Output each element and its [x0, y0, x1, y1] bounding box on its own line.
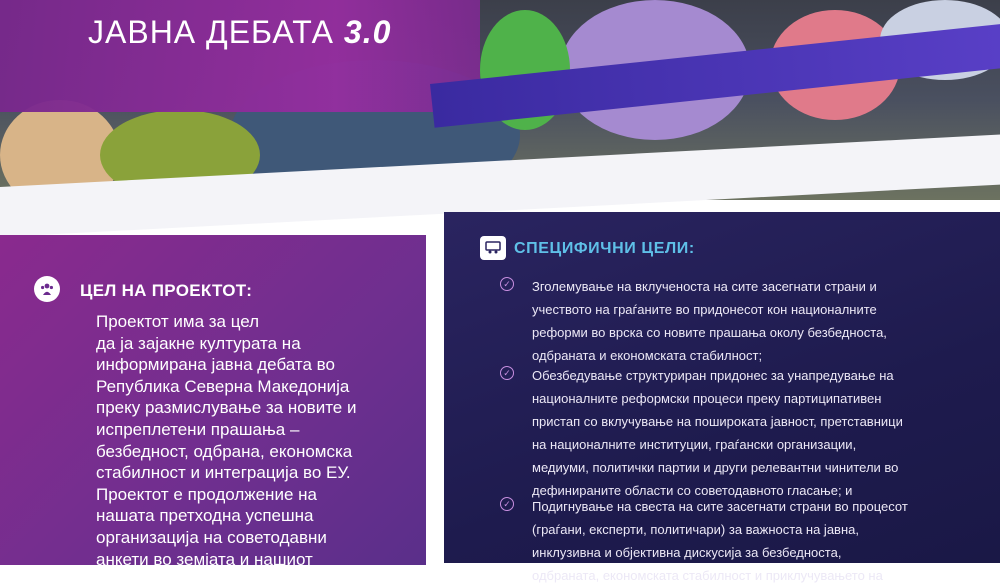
- project-goal-line: преку размислување за новите и: [96, 398, 357, 418]
- specific-goals-panel: [444, 212, 1000, 583]
- specific-goal-line: (граѓани, експерти, политичари) за важноста на јавна,: [532, 522, 859, 537]
- page-title: [88, 14, 391, 51]
- project-goal-panel: [0, 235, 426, 569]
- project-goal-line: безбедност, одбрана, економска: [96, 441, 353, 461]
- project-goal-line: Проектот е продолжение на: [96, 484, 317, 504]
- check-circle-icon: ✓: [500, 277, 514, 291]
- project-goal-line: информирана јавна дебата во: [96, 355, 335, 375]
- project-goal-heading: ЦЕЛ НА ПРОЕКТОТ:: [80, 281, 253, 300]
- specific-goal-line: одбраната и економската стабилност;: [532, 348, 763, 363]
- project-goal-line: испреплетени прашања –: [96, 419, 300, 439]
- specific-goal-line: дефинираните области со советодавното гласање; и: [532, 483, 853, 498]
- specific-goal-text: [532, 364, 903, 502]
- specific-goal-line: учеството на граѓаните во придонесот кон националните: [532, 302, 877, 317]
- project-goal-line: да ја зајакне културата на: [96, 333, 301, 353]
- specific-goal-line: инклузивна и објективна дискусија за безбедноста,: [532, 545, 842, 560]
- specific-goal-line: националните реформски процеси преку партиципативен: [532, 391, 882, 406]
- check-circle-icon: ✓: [500, 366, 514, 380]
- presentation-board-icon: [480, 236, 506, 260]
- people-group-icon: [34, 276, 60, 302]
- specific-goal-line: Зголемување на вклученоста на сите засегнати страни и: [532, 279, 877, 294]
- project-goal-line: организација на советодавни: [96, 527, 327, 547]
- specific-goal-line: Подигнување на свеста на сите засегнати страни во процесот: [532, 499, 908, 514]
- project-goal-text: [96, 311, 406, 570]
- project-goal-line: анкети во земјата и нашиот: [96, 549, 313, 569]
- specific-goal-line: одбраната, економската стабилност и приклучувањето на: [532, 568, 883, 583]
- specific-goal-line: Обезбедување структуриран придонес за унапредување на: [532, 368, 894, 383]
- specific-goal-line: реформи во врска со новите прашања околу безбедноста,: [532, 325, 887, 340]
- title-main: ЈАВНА ДЕБАТА: [88, 14, 335, 50]
- specific-goal-line: медиуми, политички партии и други релевантни чинители во: [532, 460, 899, 475]
- specific-goal-line: пристап со вклучување на пошироката јавност, претставници: [532, 414, 903, 429]
- project-goal-line: стабилност и интеграција во ЕУ.: [96, 463, 351, 483]
- specific-goal-line: на националните институции, граѓански организации,: [532, 437, 857, 452]
- project-goal-line: Проектот има за цел: [96, 312, 260, 331]
- project-goal-line: Република Северна Македонија: [96, 376, 350, 396]
- project-goal-line: нашата претходна успешна: [96, 506, 314, 526]
- title-version: 3.0: [343, 14, 392, 50]
- check-circle-icon: ✓: [500, 497, 514, 511]
- specific-goals-heading: СПЕЦИФИЧНИ ЦЕЛИ:: [514, 240, 695, 257]
- specific-goal-text: [532, 275, 887, 367]
- specific-goal-text: [532, 495, 908, 587]
